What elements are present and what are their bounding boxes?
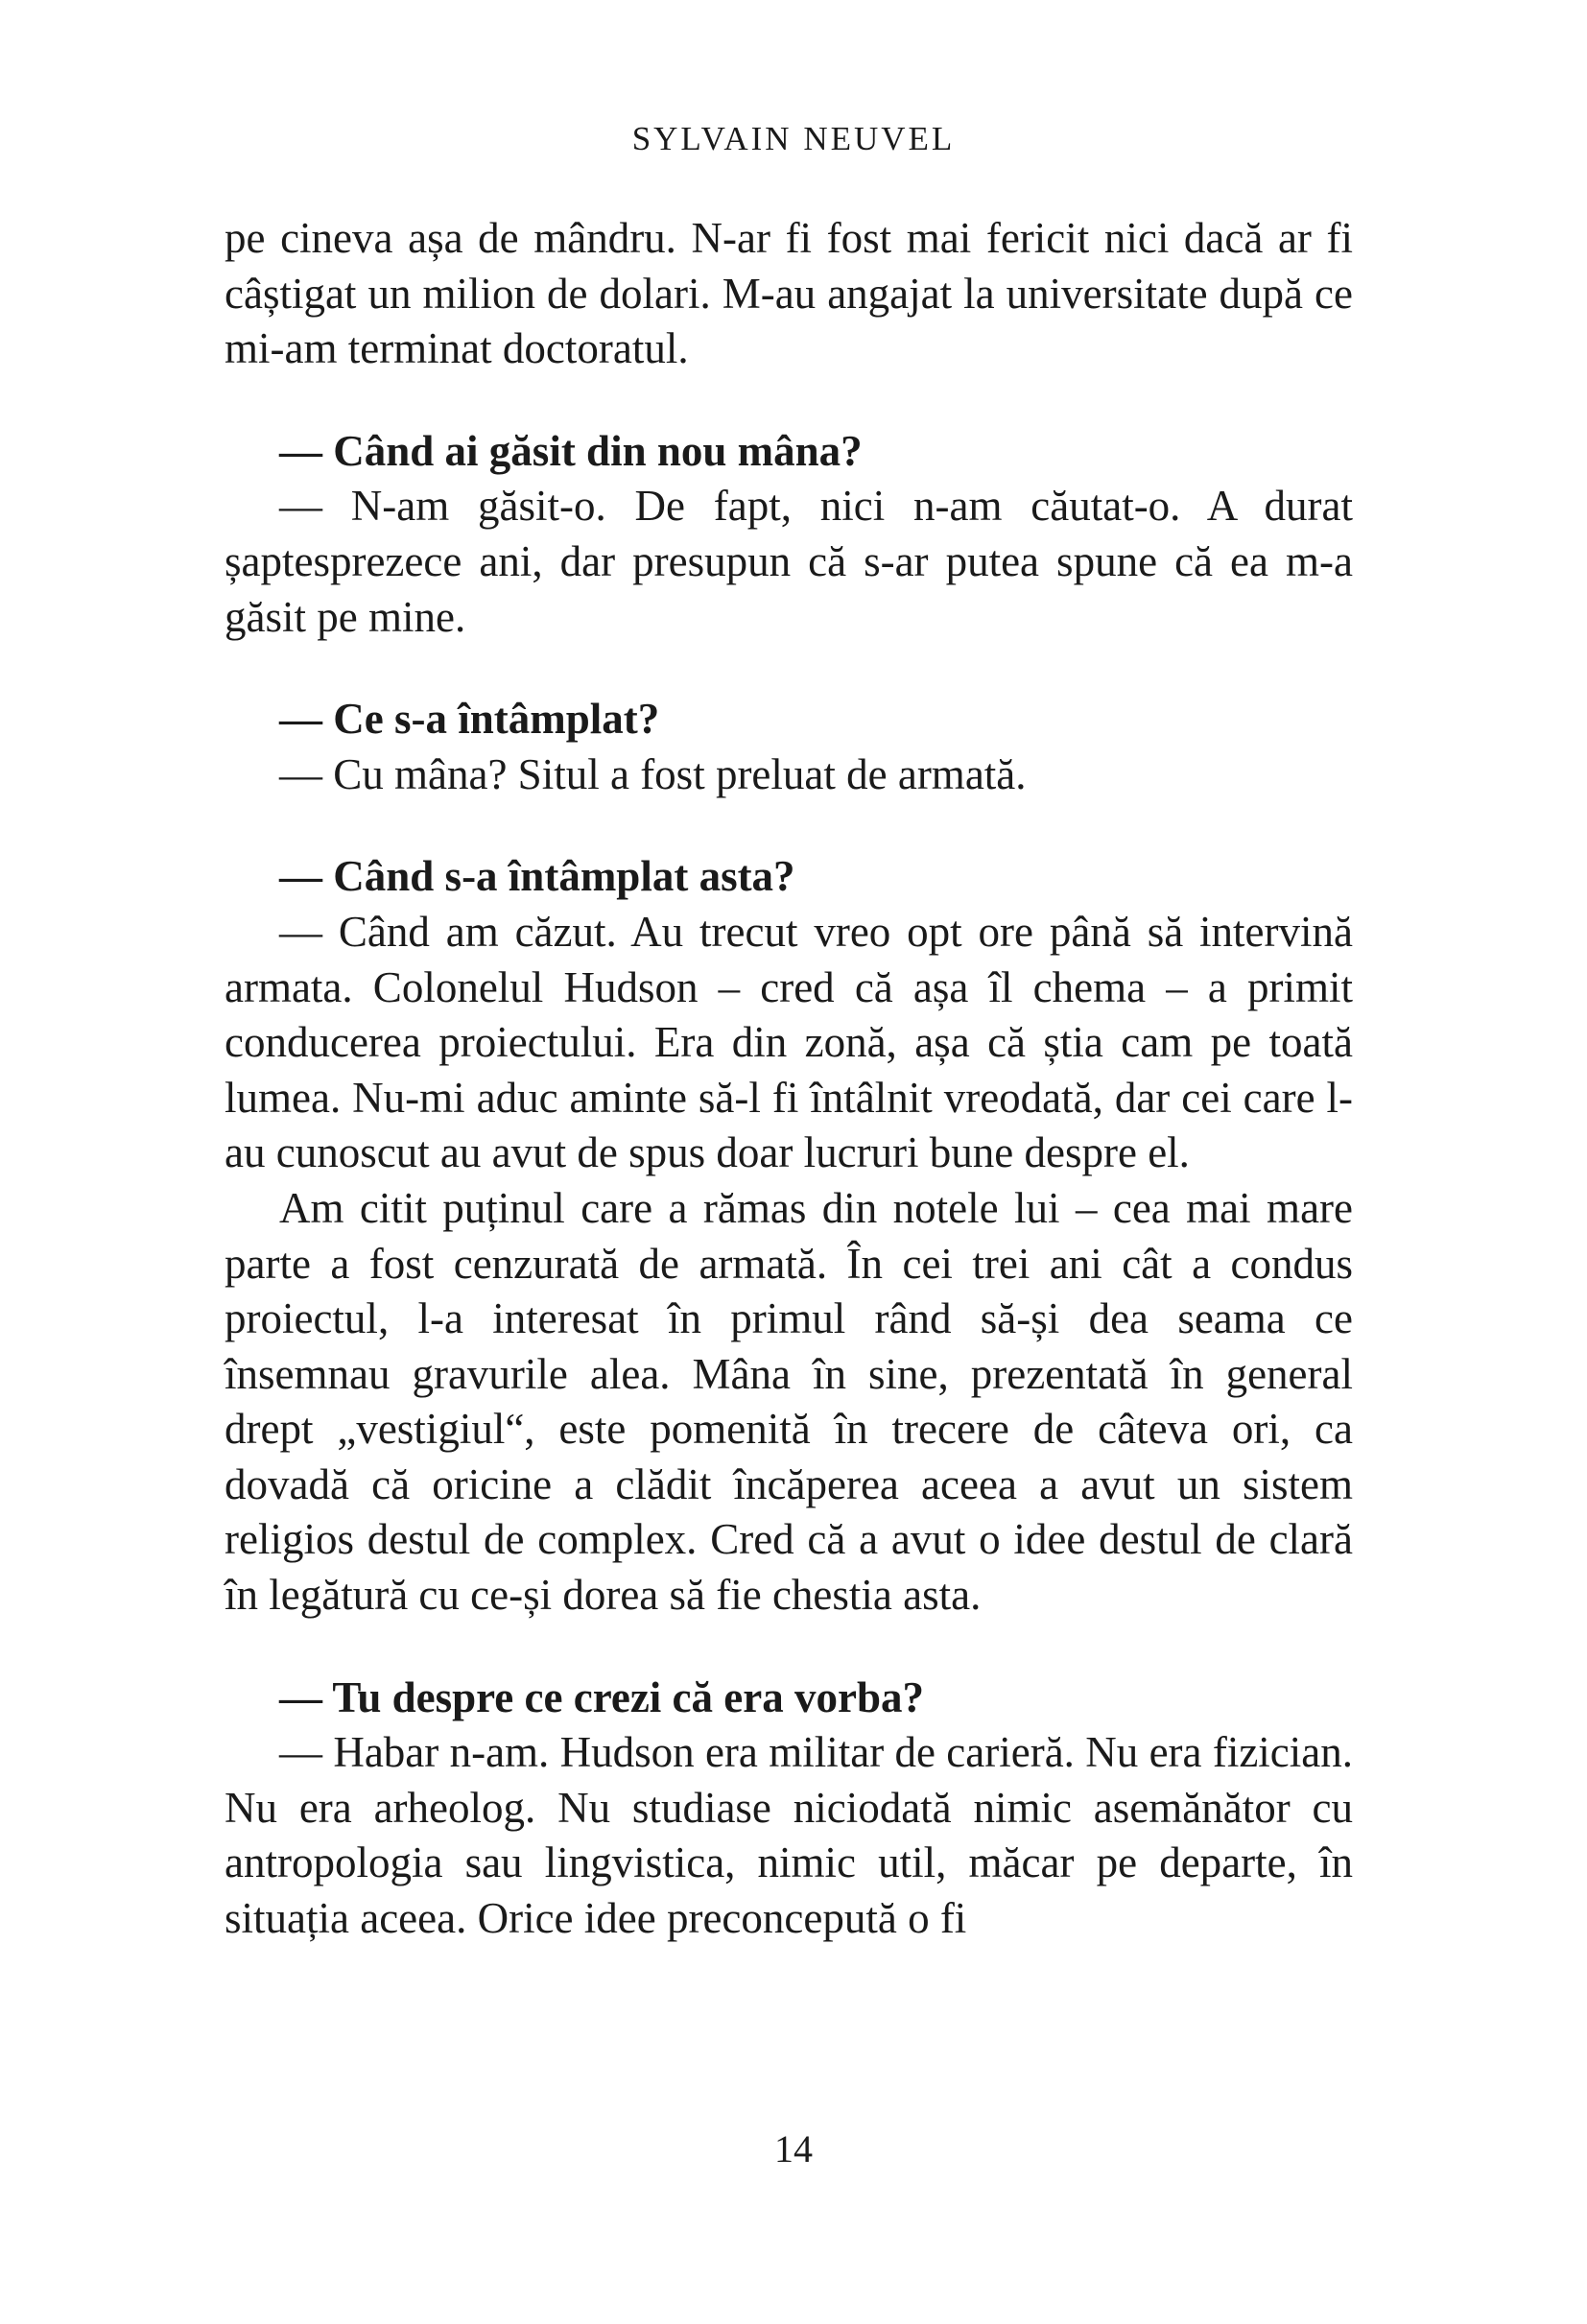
paragraph-1: pe cineva așa de mândru. N-ar fi fost mai fericit nici dacă ar fi câștigat un milion de dolari. M-au angajat la universitate după ce mi-am terminat doctoratul. — [225, 214, 1353, 373]
interviewer-question-4: — Tu despre ce crezi că era vorba? — [279, 1672, 924, 1721]
interviewer-question-2: — Ce s-a întâmplat? — [279, 695, 660, 744]
answer-3: — Când am căzut. Au trecut vreo opt ore până să intervină armata. Colonelul Hudson – cred că așa îl chema – a primit conducerea proiectului. Era din zonă, așa că știa cam pe toată lumea. Nu-mi aduc aminte să-l fi întâlnit vreodată, dar cei care l-au cunoscut au avut de spus doar lucruri bune despre el. — [225, 907, 1353, 1177]
body-text — [225, 211, 1353, 1947]
answer-1: — N-am găsit-o. De fapt, nici n-am căutat-o. A durat șaptesprezece ani, dar presupun că s-ar putea spune că ea m-a găsit pe mine. — [225, 482, 1353, 641]
page-number: 14 — [774, 2127, 813, 2170]
interviewer-question-1: — Când ai găsit din nou mâna? — [279, 426, 863, 475]
answer-2: — Cu mâna? Situl a fost preluat de armată. — [279, 749, 1027, 798]
answer-4: — Habar n-am. Hudson era militar de carieră. Nu era fizician. Nu era arheolog. Nu studiase niciodată nimic asemănător cu antropologia sau lingvistica, nimic util, măcar pe departe, în situația aceea. Orice idee preconcepută o fi — [225, 1728, 1353, 1943]
interviewer-question-3: — Când s-a întâmplat asta? — [279, 852, 795, 901]
answer-3-continued: Am citit puținul care a rămas din notele lui – cea mai mare parte a fost cenzurată de armată. În cei trei ani cât a condus proiectul, l-a interesat în primul rând să-și dea seama ce însemnau gravurile alea. Mâna în sine, prezentată în general drept „vestigiul“, este pomenită în trecere de câteva ori, ca dovadă că oricine a clădit încăperea aceea a avut un sistem religios destul de complex. Cred că a avut o idee destul de clară în legătură cu ce-și dorea să fie chestia asta. — [225, 1183, 1353, 1620]
running-head: SYLVAIN NEUVEL — [631, 120, 956, 157]
